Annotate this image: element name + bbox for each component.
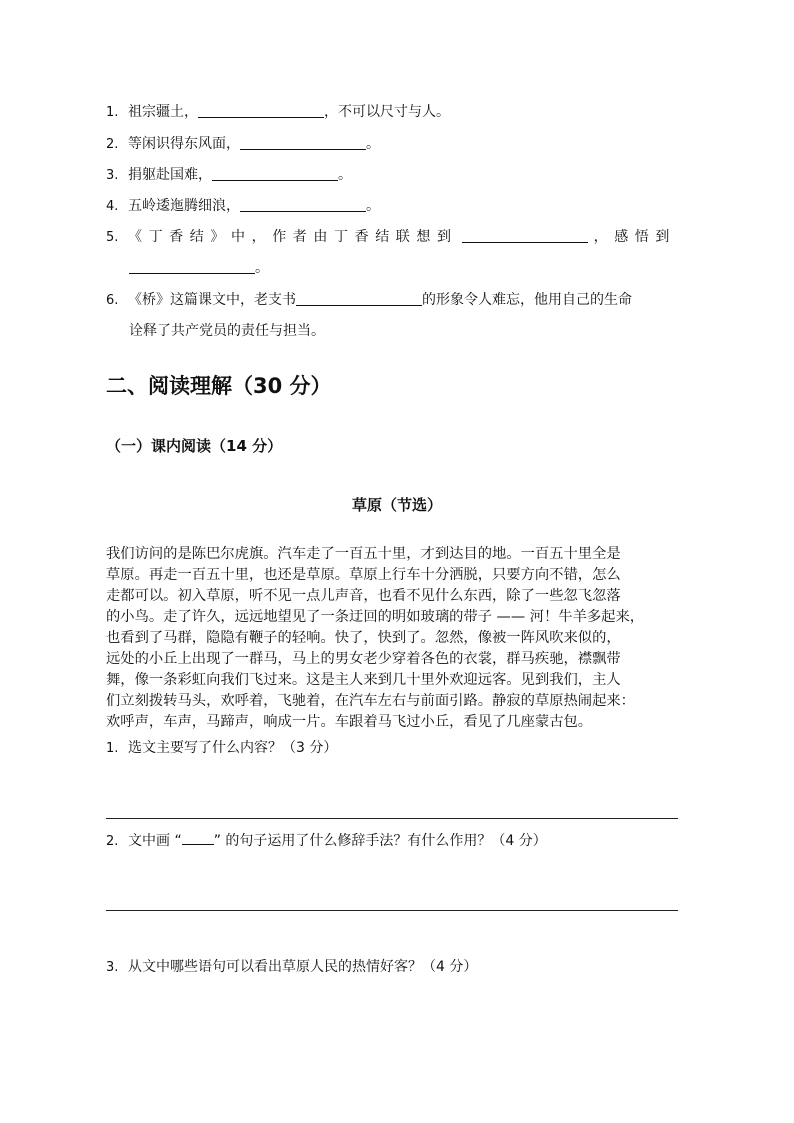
subsection-heading: （一）课内阅读（14 分） bbox=[106, 437, 283, 455]
answer-blank[interactable] bbox=[212, 166, 338, 181]
question-2 bbox=[106, 831, 547, 852]
blank-item-3 bbox=[106, 165, 352, 186]
passage-line: 们立刻拨转马头，欢呼着，飞驰着，在汽车左右与前面引路。静寂的草原热闹起来： bbox=[106, 693, 635, 709]
answer-blank[interactable] bbox=[240, 197, 366, 212]
blank-item-2 bbox=[106, 134, 380, 155]
question-number: 3. bbox=[106, 960, 119, 975]
passage-line: 远处的小丘上出现了一群马，马上的男女老少穿着各色的衣裳，群马疾驰，襟飘带 bbox=[106, 651, 621, 667]
passage-line: 走都可以。初入草原，听不见一点儿声音，也看不见什么东西，除了一些忽飞忽落 bbox=[106, 588, 621, 604]
passage-line: 的小鸟。走了许久，远远地望见了一条迂回的明如玻璃的带子 —— 河！牛羊多起来， bbox=[106, 609, 645, 625]
item-text: 祖宗疆土， bbox=[128, 104, 198, 120]
passage-line: 欢呼声，车声，马蹄声，响成一片。车跟着马飞过小丘，看见了几座蒙古包。 bbox=[106, 714, 593, 730]
item-text: 捐躯赴国难， bbox=[128, 167, 212, 183]
passage-body bbox=[106, 544, 644, 733]
blank-item-5 bbox=[106, 227, 676, 248]
answer-blank[interactable] bbox=[296, 291, 422, 306]
passage-line: 也看到了马群，隐隐有鞭子的轻响。快了，快到了。忽然，像被一阵风吹来似的， bbox=[106, 630, 621, 646]
question-text: 文中画 “ bbox=[128, 833, 182, 849]
item-number: 6. bbox=[106, 293, 119, 308]
item-text: ，不可以尺寸与人。 bbox=[324, 104, 450, 120]
question-3 bbox=[106, 957, 477, 978]
passage-line: 草原。再走一百五十里，也还是草原。草原上行车十分洒脱，只要方向不错，怎么 bbox=[106, 567, 621, 583]
question-number: 2. bbox=[106, 834, 119, 849]
item-text: 诠释了共产党员的责任与担当。 bbox=[129, 323, 325, 339]
item-text: 《桥》这篇课文中，老支书 bbox=[128, 292, 296, 308]
blank-item-1 bbox=[106, 102, 450, 123]
answer-line[interactable] bbox=[106, 910, 678, 911]
answer-blank[interactable] bbox=[462, 228, 588, 243]
answer-blank[interactable] bbox=[198, 103, 324, 118]
item-text: 《丁香结》中，作者由丁香结联想到 bbox=[128, 229, 458, 245]
passage-title: 草原（节选） bbox=[351, 496, 442, 514]
passage-line: 我们访问的是陈巴尔虎旗。汽车走了一百五十里，才到达目的地。一百五十里全是 bbox=[106, 546, 621, 562]
answer-line[interactable] bbox=[106, 818, 678, 819]
question-text: ” 的句子运用了什么修辞手法？有什么作用？（4 分） bbox=[213, 833, 547, 849]
passage-line: 舞，像一条彩虹向我们飞过来。这是主人来到几十里外欢迎远客。见到我们，主人 bbox=[106, 672, 621, 688]
item-text: 。 bbox=[366, 198, 380, 214]
blank-item-6-continued bbox=[129, 321, 325, 341]
item-text: 。 bbox=[338, 167, 352, 183]
item-text: 等闲识得东风面， bbox=[128, 136, 240, 152]
question-1 bbox=[106, 738, 337, 759]
item-text: 。 bbox=[366, 136, 380, 152]
answer-blank[interactable] bbox=[240, 135, 366, 150]
item-text: 五岭逶迤腾细浪， bbox=[128, 198, 240, 214]
item-number: 4. bbox=[106, 199, 119, 214]
answer-blank[interactable] bbox=[129, 259, 255, 274]
blank-item-6 bbox=[106, 290, 632, 311]
item-text: ，感悟到 bbox=[593, 229, 677, 245]
section-heading: 二、阅读理解（30 分） bbox=[106, 374, 332, 398]
item-text: 的形象令人难忘，他用自己的生命 bbox=[422, 292, 632, 308]
question-text: 从文中哪些语句可以看出草原人民的热情好客？（4 分） bbox=[128, 959, 478, 975]
item-number: 2. bbox=[106, 137, 119, 152]
item-number: 3. bbox=[106, 168, 119, 183]
blank-item-4 bbox=[106, 196, 380, 217]
question-number: 1. bbox=[106, 741, 119, 756]
underline-marker bbox=[182, 844, 214, 845]
item-number: 1. bbox=[106, 105, 119, 120]
blank-item-5-continued bbox=[129, 258, 269, 278]
item-text: 。 bbox=[255, 260, 269, 276]
question-text: 选文主要写了什么内容？（3 分） bbox=[128, 740, 338, 756]
item-number: 5. bbox=[106, 230, 119, 245]
